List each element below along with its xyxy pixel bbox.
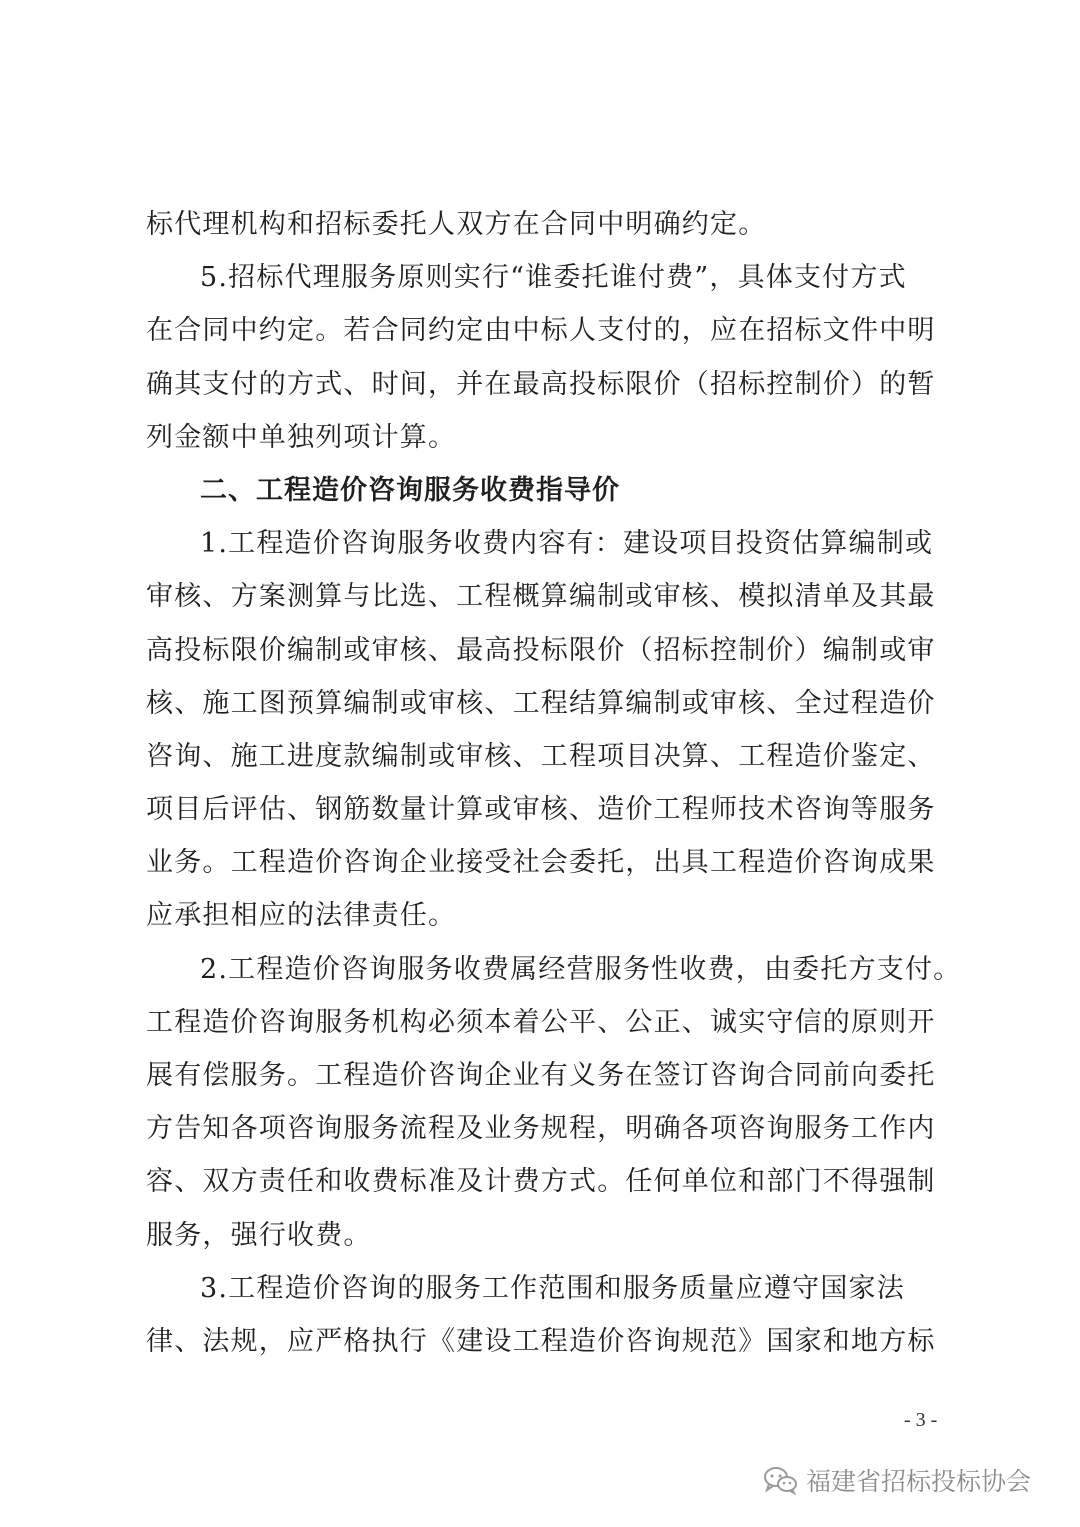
text-line: 项目后评估、钢筋数量计算或审核、造价工程师技术咨询等服务 <box>146 794 936 826</box>
text-line: 展有偿服务。工程造价咨询企业有义务在签订咨询合同前向委托 <box>146 1060 936 1091</box>
text-line: 审核、方案测算与比选、工程概算编制或审核、模拟清单及其最 <box>146 581 936 613</box>
text-line: 容、双方责任和收费标准及计费方式。任何单位和部门不得强制 <box>146 1166 936 1198</box>
text-line: 应承担相应的法律责任。 <box>146 900 457 932</box>
text-line: 核、施工图预算编制或审核、工程结算编制或审核、全过程造价 <box>146 687 936 719</box>
text-line: 列金额中单独列项计算。 <box>146 421 457 453</box>
section-heading: 二、工程造价咨询服务收费指导价 <box>200 474 620 506</box>
text-line: 2.工程造价咨询服务收费属经营服务性收费，由委托方支付。 <box>200 953 962 985</box>
text-line: 在合同中约定。若合同约定由中标人支付的，应在招标文件中明 <box>146 315 936 347</box>
watermark <box>762 1460 1031 1500</box>
text-line: 服务，强行收费。 <box>146 1219 372 1251</box>
text-line: 1.工程造价咨询服务收费内容有：建设项目投资估算编制或 <box>200 528 934 560</box>
wechat-icon <box>762 1465 798 1495</box>
text-line: 确其支付的方式、时间，并在最高投标限价（招标控制价）的暂 <box>146 368 936 400</box>
text-line: 标代理机构和招标委托人双方在合同中明确约定。 <box>146 209 767 240</box>
page-number: - 3 - <box>904 1409 938 1431</box>
text-line: 咨询、施工进度款编制或审核、工程项目决算、工程造价鉴定、 <box>146 740 936 772</box>
text-line: 律、法规，应严格执行《建设工程造价咨询规范》国家和地方标 <box>146 1325 936 1357</box>
text-line: 工程造价咨询服务机构必须本着公平、公正、诚实守信的原则开 <box>146 1006 936 1038</box>
text-line: 业务。工程造价咨询企业接受社会委托，出具工程造价咨询成果 <box>146 847 936 879</box>
text-line: 高投标限价编制或审核、最高投标限价（招标控制价）编制或审 <box>146 634 936 666</box>
watermark-text: 福建省招标投标协会 <box>806 1467 1032 1496</box>
text-line: 方告知各项咨询服务流程及业务规程，明确各项咨询服务工作内 <box>146 1113 936 1145</box>
body-text <box>146 198 962 1368</box>
text-line: 3.工程造价咨询的服务工作范围和服务质量应遵守国家法 <box>200 1272 905 1304</box>
text-line: 5.招标代理服务原则实行“谁委托谁付费”，具体支付方式 <box>200 262 907 294</box>
